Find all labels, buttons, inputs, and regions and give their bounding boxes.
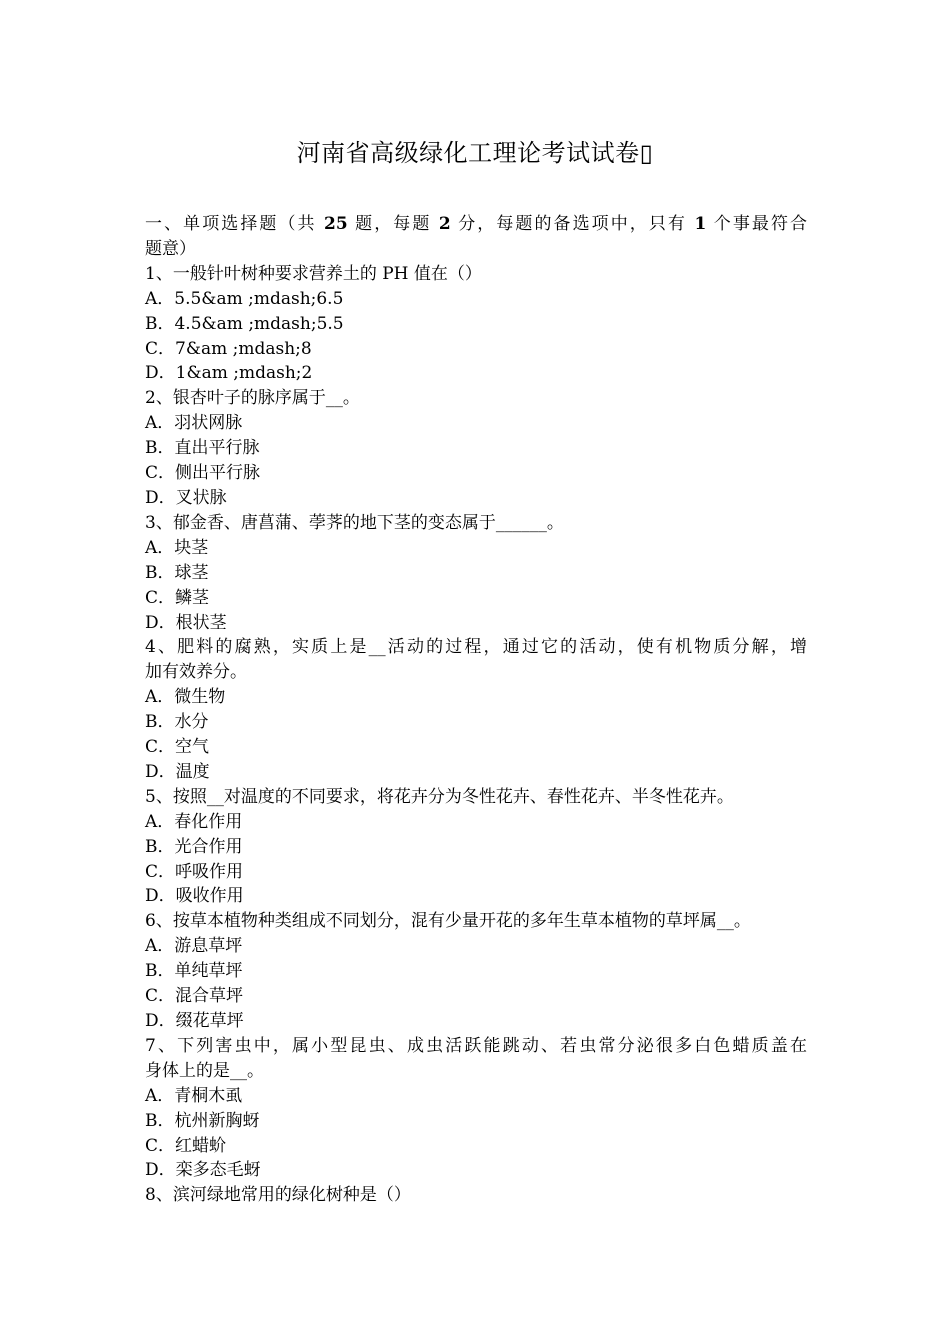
answer-option: D．根状茎 [145, 612, 227, 633]
question-item [145, 511, 807, 636]
section-heading-text: 题，每题 [347, 214, 439, 234]
section-heading-continued: 题意） [145, 238, 196, 259]
question-stem: 7、下列害虫中，属小型昆虫、成虫活跃能跳动、若虫常分泌很多白色蜡质盖在 [145, 1035, 807, 1056]
question-item [145, 1034, 807, 1183]
points-per-question: 2 [438, 214, 451, 234]
section-heading-text: 个事最符合 [706, 214, 808, 234]
question-item [145, 386, 807, 511]
answer-option: C．鳞茎 [145, 587, 210, 608]
question-list [145, 262, 807, 1208]
question-stem: 身体上的是__。 [145, 1060, 264, 1081]
section-heading-text: 分，每题的备选项中，只有 [450, 214, 695, 234]
question-item [145, 909, 807, 1034]
answer-option: C．侧出平行脉 [145, 463, 261, 484]
answer-option: A．青桐木虱 [145, 1085, 243, 1106]
answer-option: D．温度 [145, 761, 210, 782]
question-item [145, 785, 807, 910]
answer-option: C．呼吸作用 [145, 861, 244, 882]
answer-option: C．红蜡蚧 [145, 1135, 227, 1156]
answer-option: D．叉状脉 [145, 487, 227, 508]
question-item [145, 1183, 807, 1208]
title-suffix-glyph: ▯ [639, 139, 654, 167]
answer-option: B．水分 [145, 712, 209, 733]
answer-option: A．游息草坪 [145, 936, 243, 957]
question-item [145, 635, 807, 784]
answer-option: A．微生物 [145, 687, 226, 708]
answer-option: D．吸收作用 [145, 886, 244, 907]
answer-option: D．栾多态毛蚜 [145, 1160, 261, 1181]
answer-option: B．4.5&am ;mdash;5.5 [145, 313, 344, 334]
question-item [145, 262, 807, 387]
answer-option: B．单纯草坪 [145, 961, 243, 982]
question-stem: 5、按照__对温度的不同要求，将花卉分为冬性花卉、春性花卉、半冬性花卉。 [145, 786, 734, 807]
question-stem: 1、一般针叶树种要求营养土的 PH 值在（） [145, 263, 482, 284]
answer-option: B．光合作用 [145, 836, 243, 857]
section-heading [145, 212, 807, 237]
answer-option: A．5.5&am ;mdash;6.5 [145, 288, 344, 309]
answer-option: C．混合草坪 [145, 986, 244, 1007]
answer-option: A．羽状网脉 [145, 413, 243, 434]
question-stem: 8、滨河绿地常用的绿化树种是（） [145, 1185, 411, 1206]
title-text: 河南省高级绿化工理论考试试卷 [296, 139, 640, 167]
answer-option: C．空气 [145, 737, 210, 758]
answer-option: B．杭州新胸蚜 [145, 1110, 260, 1131]
question-count: 25 [324, 214, 348, 234]
answer-option: A．春化作用 [145, 811, 243, 832]
question-stem: 4、肥料的腐熟，实质上是__活动的过程，通过它的活动，使有机物质分解，增 [145, 637, 807, 658]
correct-option-count: 1 [694, 214, 707, 234]
question-stem: 加有效养分。 [145, 662, 247, 683]
question-stem: 2、银杏叶子的脉序属于__。 [145, 388, 360, 409]
answer-option: B．直出平行脉 [145, 438, 260, 459]
question-stem: 6、按草本植物种类组成不同划分，混有少量开花的多年生草本植物的草坪属__。 [145, 911, 751, 932]
answer-option: D．缀花草坪 [145, 1011, 244, 1031]
document-title [0, 137, 950, 169]
section-heading-text: 一、单项选择题（共 [145, 214, 325, 234]
answer-option: C．7&am ;mdash;8 [145, 338, 312, 359]
question-stem: 3、郁金香、唐菖蒲、荸荠的地下茎的变态属于______。 [145, 512, 564, 533]
answer-option: A．块茎 [145, 537, 209, 558]
answer-option: B．球茎 [145, 562, 209, 583]
answer-option: D．1&am ;mdash;2 [145, 363, 313, 384]
document-body [145, 212, 807, 1208]
